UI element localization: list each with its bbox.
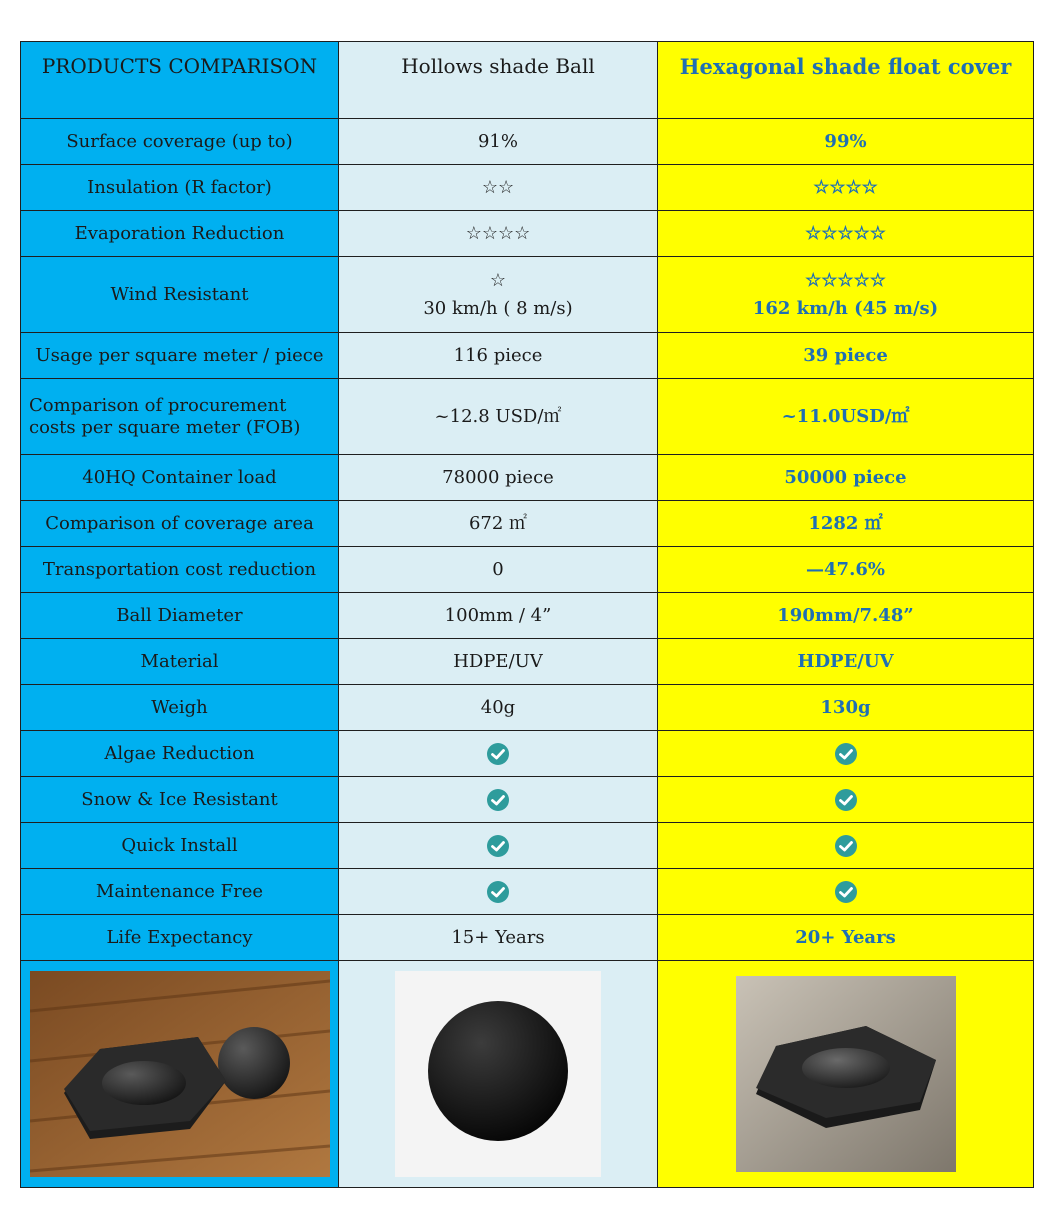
product-b-value	[658, 777, 1034, 823]
product-b-value: 130g	[658, 685, 1034, 731]
product-a-value: 100mm / 4”	[339, 593, 658, 639]
row-label: Snow & Ice Resistant	[21, 777, 339, 823]
table-row	[21, 379, 1034, 455]
check-circle-icon	[486, 881, 510, 902]
row-label: Transportation cost reduction	[21, 547, 339, 593]
check-circle-icon	[486, 743, 510, 764]
table-row	[21, 639, 1034, 685]
photo-both-products-cell	[21, 961, 339, 1188]
table-row	[21, 211, 1034, 257]
product-a-value	[339, 869, 658, 915]
product-b-value	[658, 257, 1034, 333]
row-label: Material	[21, 639, 339, 685]
product-b-value: ~11.0USD/㎡	[658, 379, 1034, 455]
table-row	[21, 685, 1034, 731]
product-a-value: 0	[339, 547, 658, 593]
product-a-value: HDPE/UV	[339, 639, 658, 685]
value-text: 162 km/h (45 m/s)	[752, 297, 939, 319]
product-a-value: 91%	[339, 119, 658, 165]
row-label: Comparison of procurement costs per square meter (FOB)	[21, 379, 339, 455]
table-row	[21, 501, 1034, 547]
table-row	[21, 165, 1034, 211]
product-a-value	[339, 823, 658, 869]
product-a-value: 40g	[339, 685, 658, 731]
product-a-value: 116 piece	[339, 333, 658, 379]
row-label: Surface coverage (up to)	[21, 119, 339, 165]
product-b-value: 20+ Years	[658, 915, 1034, 961]
hexagonal-float-cover-photo	[736, 976, 956, 1172]
table-row	[21, 593, 1034, 639]
product-a-value: 672 ㎡	[339, 501, 658, 547]
table-title: PRODUCTS COMPARISON	[21, 42, 339, 119]
row-label: Maintenance Free	[21, 869, 339, 915]
row-label: 40HQ Container load	[21, 455, 339, 501]
product-b-value: ☆☆☆☆	[658, 165, 1034, 211]
star-rating: ☆	[489, 269, 507, 291]
product-a-value	[339, 257, 658, 333]
table-row	[21, 777, 1034, 823]
row-label: Weigh	[21, 685, 339, 731]
product-b-value: 190mm/7.48”	[658, 593, 1034, 639]
product-b-value: 39 piece	[658, 333, 1034, 379]
row-label: Insulation (R factor)	[21, 165, 339, 211]
row-label: Quick Install	[21, 823, 339, 869]
product-a-value: ☆☆	[339, 165, 658, 211]
product-b-value: 99%	[658, 119, 1034, 165]
check-circle-icon	[834, 743, 858, 764]
check-circle-icon	[486, 835, 510, 856]
table-row	[21, 869, 1034, 915]
row-label: Algae Reduction	[21, 731, 339, 777]
table-row	[21, 823, 1034, 869]
row-label: Comparison of coverage area	[21, 501, 339, 547]
product-a-value: 78000 piece	[339, 455, 658, 501]
product-b-value	[658, 731, 1034, 777]
hollow-shade-ball-photo	[395, 971, 601, 1177]
product-b-value: 50000 piece	[658, 455, 1034, 501]
table-row	[21, 333, 1034, 379]
photo-ball-cell	[339, 961, 658, 1188]
product-b-value: 1282 ㎡	[658, 501, 1034, 547]
check-circle-icon	[834, 835, 858, 856]
header-row	[21, 42, 1034, 119]
both-products-photo	[30, 971, 330, 1177]
table-row	[21, 455, 1034, 501]
product-b-value: —47.6%	[658, 547, 1034, 593]
row-label: Wind Resistant	[21, 257, 339, 333]
row-label: Evaporation Reduction	[21, 211, 339, 257]
table-row	[21, 731, 1034, 777]
check-circle-icon	[486, 789, 510, 810]
value-text: 30 km/h ( 8 m/s)	[423, 297, 573, 319]
row-label: Life Expectancy	[21, 915, 339, 961]
product-a-value: ~12.8 USD/㎡	[339, 379, 658, 455]
table-row	[21, 547, 1034, 593]
product-b-value	[658, 869, 1034, 915]
product-a-value	[339, 731, 658, 777]
photo-row	[21, 961, 1034, 1188]
check-circle-icon	[834, 881, 858, 902]
product-b-header: Hexagonal shade float cover	[658, 42, 1034, 119]
product-a-header: Hollows shade Ball	[339, 42, 658, 119]
check-circle-icon	[834, 789, 858, 810]
product-a-value: ☆☆☆☆	[339, 211, 658, 257]
row-label: Usage per square meter / piece	[21, 333, 339, 379]
product-a-value	[339, 777, 658, 823]
product-b-value: HDPE/UV	[658, 639, 1034, 685]
product-a-value: 15+ Years	[339, 915, 658, 961]
product-b-value	[658, 823, 1034, 869]
product-b-value: ☆☆☆☆☆	[658, 211, 1034, 257]
table-row	[21, 257, 1034, 333]
star-rating: ☆☆☆☆☆	[805, 269, 886, 291]
table-row	[21, 915, 1034, 961]
comparison-table	[20, 41, 1034, 1188]
photo-hexagon-cell	[658, 961, 1034, 1188]
table-row	[21, 119, 1034, 165]
row-label: Ball Diameter	[21, 593, 339, 639]
